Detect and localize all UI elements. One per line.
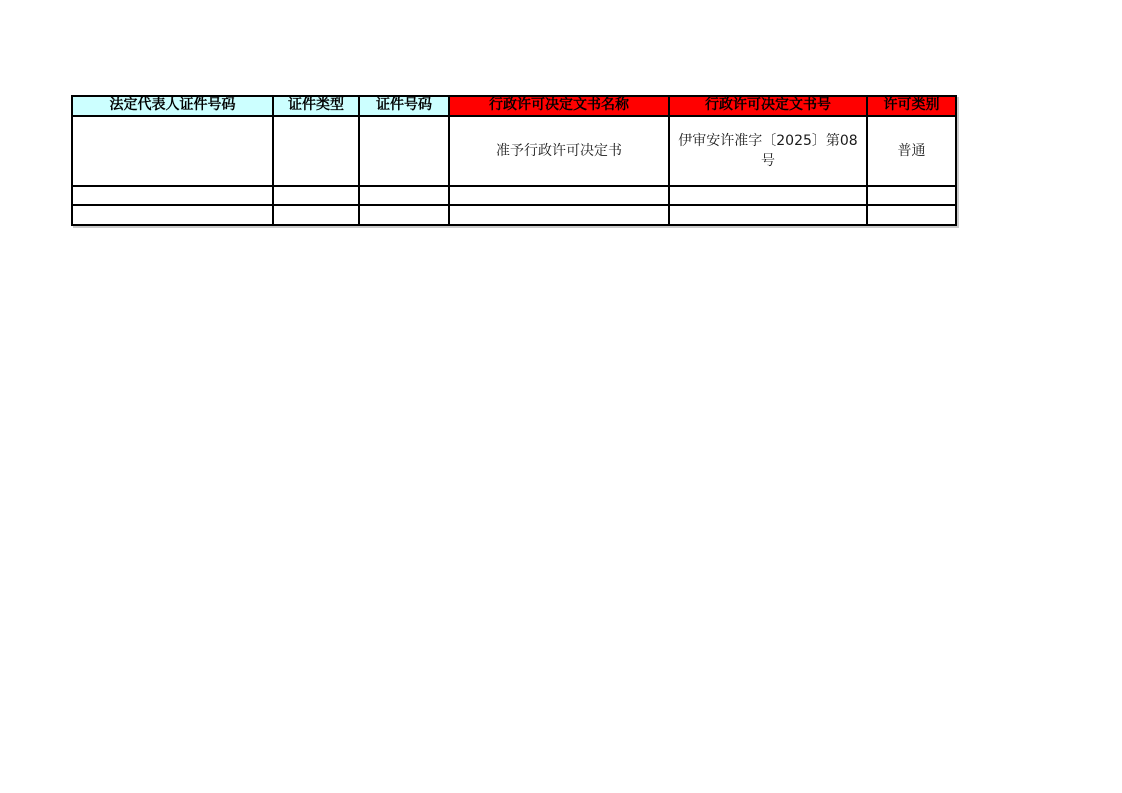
column-header: 法定代表人证件号码 xyxy=(72,96,273,116)
table-cell xyxy=(449,186,669,205)
table-cell xyxy=(669,186,867,205)
column-header: 证件号码 xyxy=(359,96,449,116)
table-cell xyxy=(273,186,359,205)
table-row xyxy=(72,186,956,205)
table-cell xyxy=(359,186,449,205)
column-header: 行政许可决定文书名称 xyxy=(449,96,669,116)
column-header: 许可类别 xyxy=(867,96,956,116)
table-cell xyxy=(72,116,273,186)
header-row xyxy=(72,96,956,116)
table-cell xyxy=(72,205,273,225)
table-cell xyxy=(359,205,449,225)
table-body xyxy=(72,116,956,225)
table-cell xyxy=(273,205,359,225)
table-cell: 伊审安许准字〔2025〕第08号 xyxy=(669,116,867,186)
license-table xyxy=(71,95,957,226)
table-row xyxy=(72,116,956,186)
table-cell xyxy=(273,116,359,186)
table-cell xyxy=(669,205,867,225)
table-cell xyxy=(867,186,956,205)
column-header: 证件类型 xyxy=(273,96,359,116)
column-header: 行政许可决定文书号 xyxy=(669,96,867,116)
table-cell xyxy=(359,116,449,186)
table-cell: 普通 xyxy=(867,116,956,186)
table-cell xyxy=(867,205,956,225)
table-cell xyxy=(72,186,273,205)
table-cell xyxy=(449,205,669,225)
table-cell: 准予行政许可决定书 xyxy=(449,116,669,186)
table-row xyxy=(72,205,956,225)
